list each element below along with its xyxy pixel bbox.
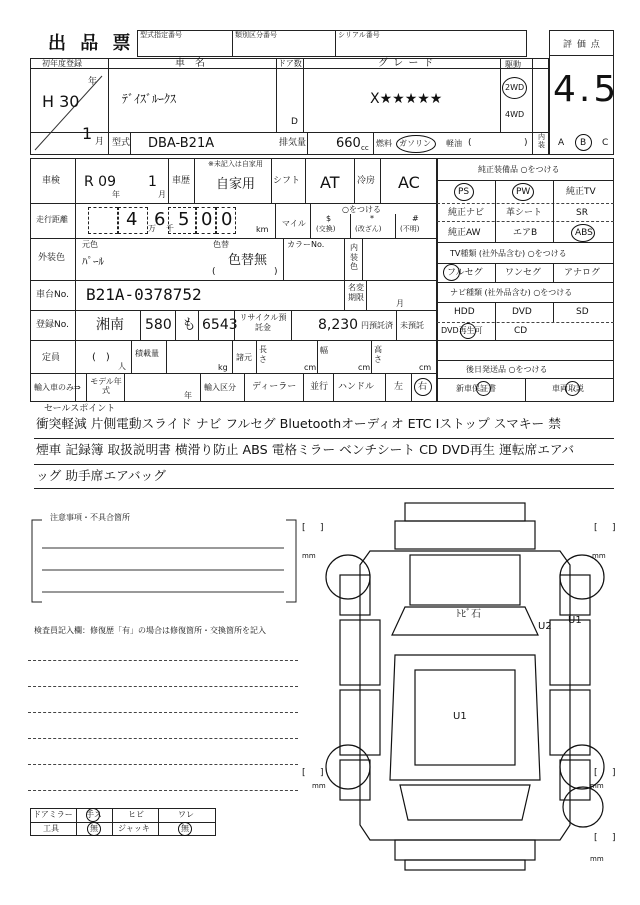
model-spec-no-label: 型式指定番号 [140,31,182,39]
ac-label: 冷房 [357,176,376,186]
break-label: ワレ [178,810,194,819]
width-label: 幅 [320,346,328,355]
capacity-label: 定員 [42,353,61,363]
chassis-label: 車台No. [36,290,69,300]
shift-value: AT [320,173,340,192]
import-label: 輸入車のみ⇒ [34,383,81,392]
displacement-label: 排気量 [279,138,307,148]
handle-left: 左 [394,382,404,392]
later-manual: 車両取説 [552,384,584,393]
inspection-year-mark: 年 [112,190,120,199]
nav-dvd-play: DVD再生可 [441,326,483,335]
car-name-label: 車 名 [175,58,205,69]
history-label: 車歴 [172,176,191,186]
displacement-value: 660 [336,136,361,151]
nav-title: ナビ種類 (社外品含む) ○をつける [450,288,573,297]
interior-c: C [602,138,609,148]
handle-right-circle [414,378,432,396]
repaint-paren-open: ( [212,267,216,277]
nav-cd: CD [514,326,528,336]
fuel-paren-open: ( [468,138,472,148]
reg-label: 登録No. [36,320,69,330]
equip-genuine-nav: 純正ナビ [448,208,485,218]
import-dealer: ディーラー [252,382,297,392]
equip-ps-circle [454,183,474,201]
reg-kana: も [182,317,196,333]
reg-class: 580 [145,317,172,333]
crack-label: ヒビ [128,810,144,819]
interior-b-circle [575,134,592,151]
shift-label: シフト [273,176,301,186]
interior-a: A [558,138,565,148]
height-label: 高さ [374,345,382,364]
mark-tobi-ishi: ﾄﾋﾞ石 [456,609,481,620]
svg-text:]: ] [320,768,324,778]
mileage-sen: 千 [166,224,174,233]
mileage-hash: # [412,214,419,223]
equip-abs: ABS [575,228,593,238]
mark-u1-right: U1 [568,615,582,626]
tv-title: TV種類 (社外品含む) ○をつける [450,249,567,258]
first-reg-month: 1 [82,124,93,143]
first-reg-year: H 30 [42,92,80,111]
car-name: ﾃﾞｲｽﾞﾙｰｸｽ [122,92,177,106]
mileage-tampered: (改ざん) [355,225,382,233]
equip-sr: SR [576,208,588,218]
nav-dvd-play-circle [460,323,476,339]
svg-text:[: [ [302,768,306,778]
reg-area: 湘南 [96,317,124,333]
history-note: ※未記入は自家用 [208,160,263,168]
sales-line-1: 衝突軽減 片側電動スライド ナビ フルセグ Bluetoothオーディオ ETC Iストップ スマキー 禁 [36,416,561,431]
drive-2wd-circle [502,77,527,99]
caution-bracket [28,514,300,608]
repaint-paren-close: ) [274,267,278,277]
width-cm: cm [358,363,371,372]
jack-value: 無 [181,824,189,833]
recycle-value: 8,230 [318,317,359,333]
length-cm: cm [304,363,317,372]
mm-label-3: mm [312,782,326,790]
recycle-unpaid: 未預託 [400,321,424,330]
tv-fullseg-circle [443,264,460,281]
interior-label: 内装 [538,133,545,149]
handle-right: 右 [418,382,428,392]
drive-2wd: 2WD [505,83,525,92]
model-year-mark: 年 [184,391,192,400]
name-change-label: 名変期限 [348,283,364,302]
tv-oneseg: ワンセグ [505,268,542,278]
mileage-km: km [256,225,269,234]
mileage-d3: 5 [178,209,190,230]
fuel-paren-close: ) [524,138,528,148]
sales-label: セールスポイント [44,404,116,414]
svg-text:[: [ [594,523,598,533]
height-cm: cm [419,363,432,372]
svg-text:]: ] [612,833,616,843]
equip-genuine-aw: 純正AW [448,228,481,238]
ac-value: AC [398,173,420,192]
color-no-label: カラーNo. [287,240,325,249]
repaint-value: 色替無 [228,253,268,268]
mileage-exchange: (交換) [316,225,336,233]
recycle-unit: 円預託済 [361,321,393,330]
door-mirror-value: 手ス [86,810,102,819]
mileage-star: * [370,214,374,223]
drive-label: 駆動 [505,60,521,69]
equip-genuine-tv: 純正TV [566,187,596,197]
equipment-title: 純正装備品 ○をつける [478,165,560,174]
caution-label: 注意事項・不具合箇所 [50,513,130,522]
import-parallel: 並行 [310,382,329,392]
svg-text:]: ] [320,523,324,533]
door-mirror-circle [86,808,100,822]
score-label: 評 価 点 [563,40,601,50]
exterior-label: 外装色 [38,253,66,263]
later-warranty-circle [476,381,491,396]
first-reg-year-mark: 年 [88,77,98,87]
mileage-dollar: $ [326,214,332,223]
svg-text:[: [ [594,768,598,778]
page-title: 出 品 票 [48,33,135,54]
later-warranty: 新車保証書 [456,384,496,393]
nav-dvd: DVD [512,307,532,317]
doors-suffix: D [291,117,298,127]
inspection-month-mark: 月 [158,190,166,199]
mileage-label: 走行距離 [36,215,68,224]
first-reg-label: 初年度登録 [42,59,82,68]
category-no-label: 類別区分番号 [235,31,277,39]
serial-no-label: シリアル番号 [338,31,380,39]
equip-pw-circle [512,183,534,201]
load-label: 積載量 [135,349,159,358]
repaint-label: 色替 [213,240,229,249]
mileage-d2: 6 [154,209,166,230]
orig-color-value: ﾊﾟｰﾙ [82,255,104,268]
jack-label: ジャッキ [118,824,150,833]
name-change-month-mark: 月 [396,299,404,308]
fuel-gasoline-circle [396,135,436,153]
load-kg: kg [218,363,228,372]
capacity-person: 人 [118,362,126,371]
sales-line-2: 煙車 記録簿 取扱説明書 横滑り防止 ABS 電格ミラー ベンチシート CD DVD再生 運転席エアバ [36,442,575,457]
doors-label: ドア数 [278,59,302,68]
handle-label: ハンドル [338,382,375,392]
reg-number: 6543 [202,317,238,333]
equip-leather: 革シート [506,208,543,218]
tv-analog: アナログ [564,268,601,278]
tools-circle [87,822,101,836]
fuel-label: 燃料 [376,139,392,148]
fuel-diesel: 軽油 [446,139,462,148]
dims-label: 諸元 [236,353,252,362]
svg-text:[: [ [594,833,598,843]
tools-label: 工具 [43,824,59,833]
inspection-label: 車検 [42,176,61,186]
interior-color-label: 内装色 [350,243,358,272]
tools-value: 無 [90,824,98,833]
history-value: 自家用 [216,177,256,192]
model-label: 型式 [112,138,131,148]
mm-label-4: mm [590,782,604,790]
equip-airbag: エアB [513,228,538,238]
mm-label-5: mm [590,855,604,863]
interior-b: B [580,138,587,148]
grade-label: グ レ ー ド [378,58,435,69]
equip-abs-circle [571,224,595,242]
svg-text:[: [ [302,523,306,533]
mile-label: マイル [282,219,306,228]
import-class-label: 輸入区分 [204,383,236,392]
drive-4wd: 4WD [505,110,525,119]
nav-sd: SD [576,307,589,317]
mileage-man: 万 [148,224,156,233]
displacement-unit: cc [361,144,369,152]
inspection-month: 1 [148,174,157,190]
nav-hdd: HDD [454,307,475,317]
recycle-label: リサイクル預託金 [239,313,287,332]
mm-label-1: mm [302,552,316,560]
tv-fullseg: フルセグ [447,268,483,278]
chassis-value: B21A-0378752 [86,285,202,304]
header-number-fields [137,30,527,57]
orig-color-label: 元色 [82,240,98,249]
door-mirror-label: ドアミラー [33,810,73,819]
mark-u1-center: U1 [453,711,467,722]
length-label: 長さ [259,345,267,364]
svg-text:]: ] [612,768,616,778]
model-value: DBA-B21A [148,136,215,151]
later-title: 後日発送品 ○をつける [466,365,548,374]
equip-ps: PS [458,187,470,197]
inspection-value: R 09 [84,174,116,190]
later-manual-circle [565,381,580,396]
mark-u2: U2 [538,621,552,632]
equip-pw: PW [516,187,531,197]
mileage-unknown: (不明) [400,225,420,233]
score-value: 4.5 [553,69,620,110]
jack-circle [178,822,192,836]
svg-text:]: ] [612,523,616,533]
sales-line-3: ッグ 助手席エアバッグ [36,468,166,483]
car-damage-diagram [300,495,630,875]
first-reg-month-mark: 月 [95,137,105,147]
mileage-d1: 4 [126,209,138,230]
mm-label-2: mm [592,552,606,560]
mileage-attach-label: ○をつける [342,205,381,214]
capacity-paren: ( ) [92,352,110,363]
fuel-gasoline: ガソリン [399,139,431,148]
inspector-label: 検査員記入欄：修復歴「有」の場合は修復箇所・交換箇所を記入 [34,626,266,635]
mileage-d4: 0 [201,209,213,230]
model-year-label: モデル年式 [90,377,122,396]
grade-value: X★★★★★ [370,91,443,107]
mileage-d5: 0 [221,209,233,230]
